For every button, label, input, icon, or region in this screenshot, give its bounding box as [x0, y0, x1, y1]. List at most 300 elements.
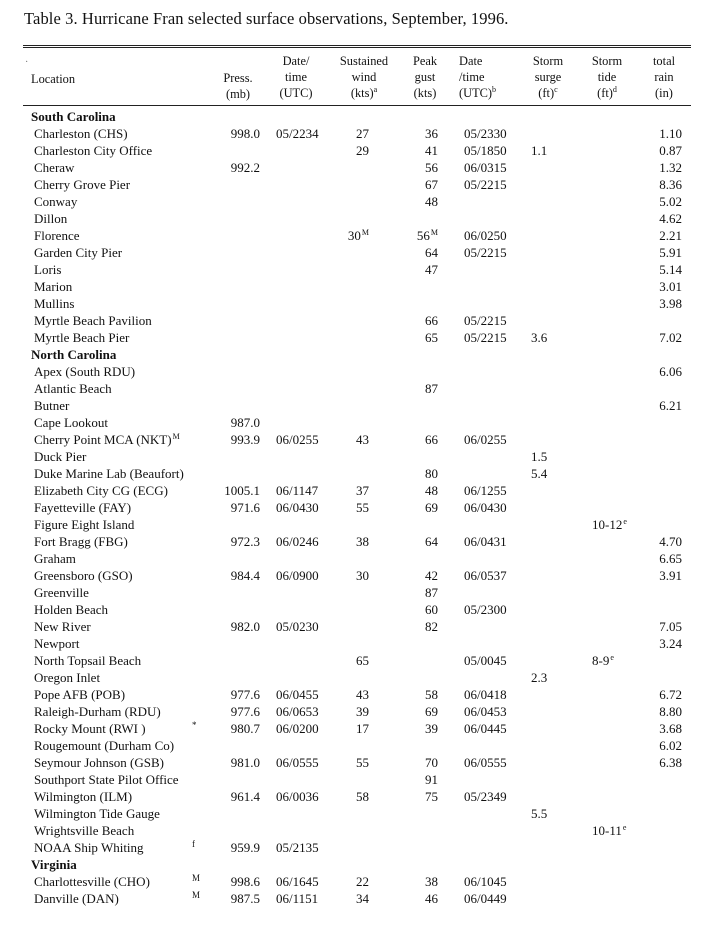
- cell-value: 971.6: [230, 500, 260, 515]
- cell-loc: [34, 635, 80, 652]
- cell-press: [206, 873, 260, 890]
- cell-peak: [410, 125, 438, 142]
- cell-rain: [640, 210, 682, 227]
- cell-loc: [34, 805, 160, 822]
- cell-value: NOAA Ship Whiting: [34, 840, 144, 855]
- cell-value: 06/1147: [276, 483, 319, 498]
- cell-peak: [410, 465, 438, 482]
- cell-dt2: [464, 533, 507, 550]
- cell-loc: [34, 584, 89, 601]
- cell-value: 3.6: [531, 330, 548, 345]
- cell-value: Wilmington (ILM): [34, 789, 133, 804]
- cell-dt2: [464, 567, 507, 584]
- cell-value: Pope AFB (POB): [34, 687, 126, 702]
- footnote-mark: M: [172, 431, 180, 441]
- cell-value: Holden Beach: [34, 602, 109, 617]
- cell-loc: [34, 890, 119, 907]
- cell-value: 06/0445: [464, 721, 507, 736]
- cell-value: 10-12: [592, 517, 623, 532]
- cell-dt: [276, 788, 319, 805]
- cell-value: 06/0555: [276, 755, 319, 770]
- cell-value: 48: [425, 194, 438, 209]
- cell-dt2: [464, 788, 507, 805]
- table-row: [0, 176, 722, 193]
- footnote-mark: e: [610, 652, 614, 662]
- cell-rain: [640, 363, 682, 380]
- cell-sus: [318, 754, 369, 771]
- cell-value: 05/0045: [464, 653, 507, 668]
- table-title: Table 3. Hurricane Fran selected surface observations, September, 1996.: [24, 9, 509, 28]
- row-footnote-mark: *: [192, 720, 197, 730]
- cell-rain: [640, 295, 682, 312]
- cell-dt2: [464, 125, 507, 142]
- cell-value: 38: [425, 874, 438, 889]
- cell-value: 06/0555: [464, 755, 507, 770]
- header-surge-unit: (ft): [538, 86, 555, 100]
- table-row: [0, 720, 722, 737]
- cell-dt: [276, 703, 319, 720]
- header-surge: [526, 53, 570, 101]
- cell-sus: [318, 142, 369, 159]
- header-tide-unit: (ft): [597, 86, 613, 100]
- cell-rain: [640, 618, 682, 635]
- header-tide-line3: [586, 85, 628, 101]
- cell-value: 1.1: [531, 143, 548, 158]
- cell-press: [206, 431, 260, 448]
- section-label: South Carolina: [31, 109, 116, 124]
- cell-value: 06/0653: [276, 704, 319, 719]
- cell-value: 6.06: [659, 364, 682, 379]
- table-row: [0, 788, 722, 805]
- cell-value: 27: [356, 126, 369, 141]
- cell-value: 1005.1: [224, 483, 260, 498]
- cell-loc: [34, 363, 135, 380]
- table-row: [0, 499, 722, 516]
- section-heading: [0, 108, 722, 125]
- cell-value: Charlottesville (CHO): [34, 874, 150, 889]
- header-rain: [646, 53, 682, 101]
- cell-value: 65: [425, 330, 438, 345]
- cell-press: [206, 159, 260, 176]
- cell-rain: [640, 737, 682, 754]
- footnote-mark: M: [430, 227, 438, 237]
- cell-value: 5.14: [659, 262, 682, 277]
- cell-loc: [34, 771, 179, 788]
- cell-value: Myrtle Beach Pavilion: [34, 313, 152, 328]
- cell-loc: [34, 278, 72, 295]
- header-datetime-line3: (UTC): [279, 86, 313, 100]
- cell-value: 06/0449: [464, 891, 507, 906]
- header-press-line2: (mb): [225, 87, 251, 101]
- cell-rain: [640, 176, 682, 193]
- cell-sus: [318, 482, 369, 499]
- cell-dt2: [464, 227, 507, 244]
- cell-value: 7.02: [659, 330, 682, 345]
- cell-value: 05/2330: [464, 126, 507, 141]
- cell-loc: [34, 312, 152, 329]
- cell-loc: [34, 703, 161, 720]
- section-label: Virginia: [31, 857, 77, 872]
- cell-value: 05/1850: [464, 143, 507, 158]
- cell-value: 41: [425, 143, 438, 158]
- cell-peak: [410, 686, 438, 703]
- cell-value: 5.91: [659, 245, 682, 260]
- cell-value: 06/1045: [464, 874, 507, 889]
- cell-loc: [34, 227, 79, 244]
- header-sustained-line2: wind: [351, 70, 377, 84]
- cell-peak: [410, 329, 438, 346]
- cell-peak: [410, 227, 438, 244]
- table-row: [0, 873, 722, 890]
- cell-loc: [34, 414, 108, 431]
- cell-value: 06/0246: [276, 534, 319, 549]
- row-footnote-mark: f: [192, 839, 195, 849]
- section-label: North Carolina: [31, 347, 117, 362]
- cell-dt2: [464, 703, 507, 720]
- header-surge-line2: surge: [534, 70, 562, 84]
- cell-value: 91: [425, 772, 438, 787]
- header-datetime2-footnote: b: [492, 84, 497, 94]
- cell-dt2: [464, 329, 507, 346]
- header-press-line1: Press.: [223, 71, 253, 85]
- table-row: [0, 635, 722, 652]
- cell-sus: [318, 567, 369, 584]
- cell-peak: [410, 499, 438, 516]
- cell-loc: [34, 159, 74, 176]
- cell-rain: [640, 754, 682, 771]
- cell-value: Oregon Inlet: [34, 670, 101, 685]
- cell-value: 3.24: [659, 636, 682, 651]
- cell-rain: [640, 159, 682, 176]
- cell-peak: [410, 533, 438, 550]
- cell-loc: [34, 329, 129, 346]
- cell-value: Seymour Johnson (GSB): [34, 755, 165, 770]
- cell-peak: [410, 873, 438, 890]
- header-tide-footnote: d: [612, 84, 617, 94]
- cell-value: 06/0255: [276, 432, 319, 447]
- cell-value: 998.6: [230, 874, 260, 889]
- cell-value: 06/0430: [464, 500, 507, 515]
- cell-value: 1.32: [659, 160, 682, 175]
- cell-loc: [34, 244, 122, 261]
- cell-value: 87: [425, 585, 438, 600]
- cell-value: 22: [356, 874, 369, 889]
- cell-value: Loris: [34, 262, 62, 277]
- header-datetime2-line3: [459, 85, 507, 101]
- cell-rain: [640, 703, 682, 720]
- cell-dt2: [464, 159, 507, 176]
- cell-dt2: [464, 686, 507, 703]
- cell-value: 972.3: [230, 534, 260, 549]
- cell-sus: [318, 533, 369, 550]
- table-row: [0, 618, 722, 635]
- cell-value: 977.6: [230, 704, 260, 719]
- cell-value: Elizabeth City CG (ECG): [34, 483, 168, 498]
- table-row: [0, 380, 722, 397]
- cell-value: 982.0: [230, 619, 260, 634]
- cell-value: Butner: [34, 398, 70, 413]
- cell-loc: [34, 788, 132, 805]
- cell-dt: [276, 873, 319, 890]
- cell-value: 65: [356, 653, 369, 668]
- cell-peak: [410, 193, 438, 210]
- cell-dt2: [464, 244, 507, 261]
- cell-loc: [34, 669, 100, 686]
- cell-press: [206, 414, 260, 431]
- cell-press: [206, 788, 260, 805]
- cell-rain: [640, 550, 682, 567]
- cell-peak: [410, 618, 438, 635]
- cell-tide: [592, 516, 627, 533]
- cell-value: 36: [425, 126, 438, 141]
- cell-value: 30: [356, 568, 369, 583]
- cell-rain: [640, 244, 682, 261]
- cell-peak: [410, 142, 438, 159]
- table-row: [0, 601, 722, 618]
- cell-value: 58: [356, 789, 369, 804]
- cell-loc: [34, 499, 131, 516]
- cell-value: 06/0315: [464, 160, 507, 175]
- cell-value: 6.72: [659, 687, 682, 702]
- cell-dt2: [464, 601, 507, 618]
- cell-value: Cheraw: [34, 160, 75, 175]
- cell-surge: [531, 465, 547, 482]
- cell-value: 05/0230: [276, 619, 319, 634]
- cell-dt: [276, 839, 319, 856]
- cell-dt: [276, 125, 319, 142]
- cell-press: [206, 720, 260, 737]
- cell-value: 0.87: [659, 143, 682, 158]
- top-rule-double: [23, 47, 691, 48]
- cell-dt: [276, 431, 319, 448]
- table-row: [0, 686, 722, 703]
- table-row: [0, 448, 722, 465]
- cell-value: 05/2349: [464, 789, 507, 804]
- header-datetime2-line1: Date: [459, 54, 483, 68]
- cell-value: Wrightsville Beach: [34, 823, 135, 838]
- header-peak: [405, 53, 445, 101]
- cell-value: 6.02: [659, 738, 682, 753]
- table-row: [0, 261, 722, 278]
- cell-dt: [276, 482, 318, 499]
- cell-peak: [410, 720, 438, 737]
- footnote-mark: M: [361, 227, 369, 237]
- table-row: [0, 363, 722, 380]
- cell-peak: [410, 754, 438, 771]
- cell-dt2: [464, 890, 507, 907]
- table-row: [0, 227, 722, 244]
- cell-value: 2.3: [531, 670, 548, 685]
- cell-surge: [531, 669, 547, 686]
- cell-value: 42: [425, 568, 438, 583]
- cell-rain: [640, 533, 682, 550]
- cell-value: 06/0431: [464, 534, 507, 549]
- cell-value: Newport: [34, 636, 80, 651]
- cell-value: Garden City Pier: [34, 245, 123, 260]
- table-row: [0, 822, 722, 839]
- cell-loc: [34, 601, 108, 618]
- cell-value: 38: [356, 534, 369, 549]
- cell-value: 7.05: [659, 619, 682, 634]
- cell-value: 4.62: [659, 211, 682, 226]
- cell-value: Greenville: [34, 585, 89, 600]
- cell-value: 3.91: [659, 568, 682, 583]
- cell-value: 8.36: [659, 177, 682, 192]
- cell-loc: [34, 142, 152, 159]
- table-row: [0, 210, 722, 227]
- cell-press: [206, 754, 260, 771]
- cell-value: 2.21: [659, 228, 682, 243]
- cell-value: 17: [356, 721, 369, 736]
- cell-loc: [34, 210, 67, 227]
- cell-value: 6.21: [659, 398, 682, 413]
- table-row: [0, 584, 722, 601]
- cell-dt2: [464, 652, 507, 669]
- cell-value: 06/1255: [464, 483, 507, 498]
- cell-dt: [276, 567, 319, 584]
- cell-value: 6.65: [659, 551, 682, 566]
- cell-peak: [410, 312, 438, 329]
- cell-loc: [34, 754, 164, 771]
- table-row: [0, 703, 722, 720]
- cell-value: 37: [356, 483, 369, 498]
- cell-value: Florence: [34, 228, 80, 243]
- cell-value: 5.5: [531, 806, 548, 821]
- cell-value: 80: [425, 466, 438, 481]
- cell-press: [206, 567, 260, 584]
- cell-loc: [34, 550, 76, 567]
- cell-loc: [34, 737, 174, 754]
- cell-press: [206, 125, 260, 142]
- cell-value: North Topsail Beach: [34, 653, 142, 668]
- cell-loc: [34, 261, 61, 278]
- table-row: [0, 312, 722, 329]
- cell-peak: [410, 244, 438, 261]
- cell-value: 87: [425, 381, 438, 396]
- cell-press: [206, 686, 260, 703]
- cell-value: 56: [425, 160, 438, 175]
- cell-rain: [640, 329, 682, 346]
- cell-dt2: [464, 499, 507, 516]
- cell-value: 69: [425, 500, 438, 515]
- cell-loc: [34, 176, 130, 193]
- header-datetime: [272, 53, 320, 101]
- header-sustained-unit: (kts): [350, 86, 374, 100]
- cell-value: 06/0430: [276, 500, 319, 515]
- cell-loc: [34, 431, 180, 448]
- table-row: [0, 244, 722, 261]
- cell-rain: [640, 261, 682, 278]
- cell-surge: [531, 142, 547, 159]
- cell-peak: [410, 584, 438, 601]
- cell-value: Wilmington Tide Gauge: [34, 806, 160, 821]
- header-datetime2: [459, 53, 507, 101]
- cell-loc: [34, 822, 134, 839]
- cell-value: 66: [425, 313, 438, 328]
- header-press: [215, 70, 261, 102]
- cell-press: [206, 839, 260, 856]
- cell-sus: [318, 652, 369, 669]
- cell-value: 959.9: [230, 840, 260, 855]
- cell-loc: [34, 873, 150, 890]
- table-row: [0, 516, 722, 533]
- header-sustained-line3: [332, 85, 396, 101]
- cell-dt2: [464, 482, 507, 499]
- section-heading: [0, 856, 722, 873]
- table-row: [0, 771, 722, 788]
- cell-peak: [410, 159, 438, 176]
- cell-loc: [34, 193, 77, 210]
- cell-value: 58: [425, 687, 438, 702]
- margin-dot: ·: [25, 57, 29, 68]
- cell-value: 06/0900: [276, 568, 319, 583]
- cell-value: 39: [356, 704, 369, 719]
- cell-value: 06/1645: [276, 874, 319, 889]
- cell-value: 06/0036: [276, 789, 319, 804]
- cell-dt: [276, 533, 319, 550]
- cell-value: 05/2300: [464, 602, 507, 617]
- cell-value: 3.01: [659, 279, 682, 294]
- cell-loc: [34, 618, 91, 635]
- cell-value: 64: [425, 534, 438, 549]
- cell-peak: [410, 482, 438, 499]
- cell-value: Cherry Point MCA (NKT): [34, 432, 172, 447]
- cell-rain: [640, 635, 682, 652]
- cell-value: 75: [425, 789, 438, 804]
- cell-loc: [34, 482, 168, 499]
- cell-sus: [318, 431, 369, 448]
- cell-value: Southport State Pilot Office: [34, 772, 179, 787]
- cell-value: 6.38: [659, 755, 682, 770]
- table-row: [0, 295, 722, 312]
- cell-sus: [318, 788, 369, 805]
- header-datetime2-line2: /time: [459, 70, 485, 84]
- cell-press: [206, 499, 260, 516]
- cell-value: 987.5: [230, 891, 260, 906]
- cell-loc: [34, 720, 146, 737]
- cell-value: Danville (DAN): [34, 891, 119, 906]
- cell-value: Apex (South RDU): [34, 364, 136, 379]
- cell-dt2: [464, 142, 507, 159]
- cell-dt: [276, 754, 319, 771]
- cell-peak: [410, 431, 438, 448]
- header-sustained-line1: Sustained: [339, 54, 389, 68]
- cell-value: 05/2215: [464, 245, 507, 260]
- table-row: [0, 890, 722, 907]
- cell-value: 980.7: [230, 721, 260, 736]
- cell-value: 05/2215: [464, 313, 507, 328]
- cell-value: 8.80: [659, 704, 682, 719]
- table-row: [0, 193, 722, 210]
- header-surge-footnote: c: [554, 84, 558, 94]
- cell-value: Conway: [34, 194, 78, 209]
- table-row: [0, 533, 722, 550]
- cell-rain: [640, 686, 682, 703]
- table-row: [0, 329, 722, 346]
- cell-value: Rocky Mount (RWI ): [34, 721, 146, 736]
- cell-press: [206, 482, 260, 499]
- header-surge-line1: Storm: [532, 54, 564, 68]
- table-row: [0, 278, 722, 295]
- cell-value: 987.0: [230, 415, 260, 430]
- cell-value: 05/2215: [464, 330, 507, 345]
- table-row: [0, 142, 722, 159]
- cell-value: 1.5: [531, 449, 548, 464]
- cell-value: 5.4: [531, 466, 548, 481]
- cell-peak: [410, 788, 438, 805]
- cell-value: 43: [356, 687, 369, 702]
- cell-value: Fayetteville (FAY): [34, 500, 132, 515]
